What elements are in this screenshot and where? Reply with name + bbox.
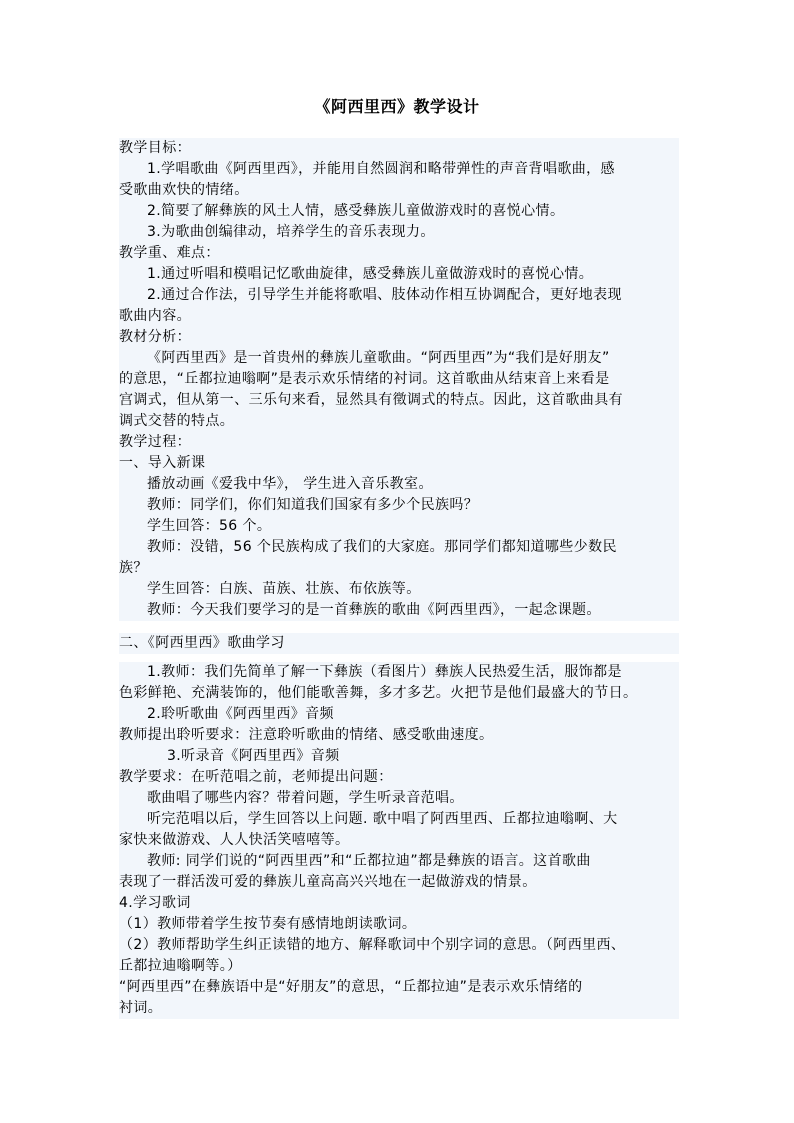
paragraph-line: 家快来做游戏、人人快活笑嘻嘻等。 — [119, 830, 679, 851]
section-heading-process: 教学过程： — [119, 432, 679, 453]
paragraph-line: （1）教师带着学生按节奏有感情地朗读歌词。 — [119, 914, 679, 935]
paragraph-line: 教师：今天我们要学习的是一首彝族的歌曲《阿西里西》，一起念课题。 — [119, 600, 679, 621]
paragraph-line: 1.通过听唱和模唱记忆歌曲旋律，感受彝族儿童做游戏时的喜悦心情。 — [119, 264, 679, 285]
paragraph-line: 教师：没错，56 个民族构成了我们的大家庭。那同学们都知道哪些少数民 — [119, 537, 679, 558]
section-heading-objectives: 教学目标： — [119, 138, 679, 159]
paragraph-line: 族？ — [119, 558, 679, 579]
section-heading-material-analysis: 教材分析： — [119, 327, 679, 348]
paragraph-line: 宫调式，但从第一、三乐句来看，显然具有徵调式的特点。因此，这首歌曲具有 — [119, 390, 679, 411]
paragraph-line: 教师: 同学们说的“阿西里西”和“丘都拉迪”都是彝族的语言。这首歌曲 — [119, 851, 679, 872]
paragraph-line: 教师提出聆听要求：注意聆听歌曲的情绪、感受歌曲速度。 — [119, 725, 679, 746]
paragraph-line: 受歌曲欢快的情绪。 — [119, 180, 679, 201]
paragraph-line: 调式交替的特点。 — [119, 411, 679, 432]
paragraph-line: 教学要求：在听范唱之前，老师提出问题： — [119, 767, 679, 788]
paragraph-line: 听完范唱以后，学生回答以上问题. 歌中唱了阿西里西、丘都拉迪嗡啊、大 — [119, 809, 679, 830]
paragraph-line: 表现了一群活泼可爱的彝族儿童高高兴兴地在一起做游戏的情景。 — [119, 872, 679, 893]
paragraph-line: 的意思，“丘都拉迪嗡啊”是表示欢乐情绪的衬词。这首歌曲从结束音上来看是 — [119, 369, 679, 390]
subsection-heading-song-learning: 二、《阿西里西》歌曲学习 — [119, 633, 679, 654]
paragraph-line: 歌曲内容。 — [119, 306, 679, 327]
paragraph-line: 3.为歌曲创编律动，培养学生的音乐表现力。 — [119, 222, 679, 243]
paragraph-line: 4.学习歌词 — [119, 893, 679, 914]
paragraph-line: 1.学唱歌曲《阿西里西》，并能用自然圆润和略带弹性的声音背唱歌曲，感 — [119, 159, 679, 180]
paragraph-line: 2.聆听歌曲《阿西里西》音频 — [119, 704, 679, 725]
paragraph-line: 衬词。 — [119, 998, 679, 1019]
section-heading-key-points: 教学重、难点： — [119, 243, 679, 264]
paragraph-line: （2）教师帮助学生纠正读错的地方、解释歌词中个别字词的意思。（阿西里西、 — [119, 935, 679, 956]
paragraph-line: 丘都拉迪嗡啊等。） — [119, 956, 679, 977]
paragraph-line: 2.简要了解彝族的风土人情，感受彝族儿童做游戏时的喜悦心情。 — [119, 201, 679, 222]
page-title: 《阿西里西》教学设计 — [314, 97, 480, 116]
paragraph-line: 3.听录音《阿西里西》音频 — [119, 746, 679, 767]
paragraph-line: 2.通过合作法，引导学生并能将歌唱、肢体动作相互协调配合，更好地表现 — [119, 285, 679, 306]
paragraph-line: “阿西里西”在彝族语中是“好朋友”的意思，“丘都拉迪”是表示欢乐情绪的 — [119, 977, 679, 998]
paragraph-line: 《阿西里西》是一首贵州的彝族儿童歌曲。“阿西里西”为“我们是好朋友” — [119, 348, 679, 369]
paragraph-line: 学生回答：56 个。 — [119, 516, 679, 537]
paragraph-line: 播放动画《爱我中华》， 学生进入音乐教室。 — [119, 474, 679, 495]
paragraph-line: 色彩鲜艳、充满装饰的，他们能歌善舞，多才多艺。火把节是他们最盛大的节日。 — [119, 683, 679, 704]
paragraph-line: 学生回答：白族、苗族、壮族、布依族等。 — [119, 579, 679, 600]
subsection-heading-intro: 一、导入新课 — [119, 453, 679, 474]
document-body — [119, 138, 679, 1019]
paragraph-line: 歌曲唱了哪些内容？带着问题，学生听录音范唱。 — [119, 788, 679, 809]
paragraph-line: 教师：同学们，你们知道我们国家有多少个民族吗？ — [119, 495, 679, 516]
paragraph-line: 1.教师：我们先简单了解一下彝族（看图片）彝族人民热爱生活，服饰都是 — [119, 662, 679, 683]
